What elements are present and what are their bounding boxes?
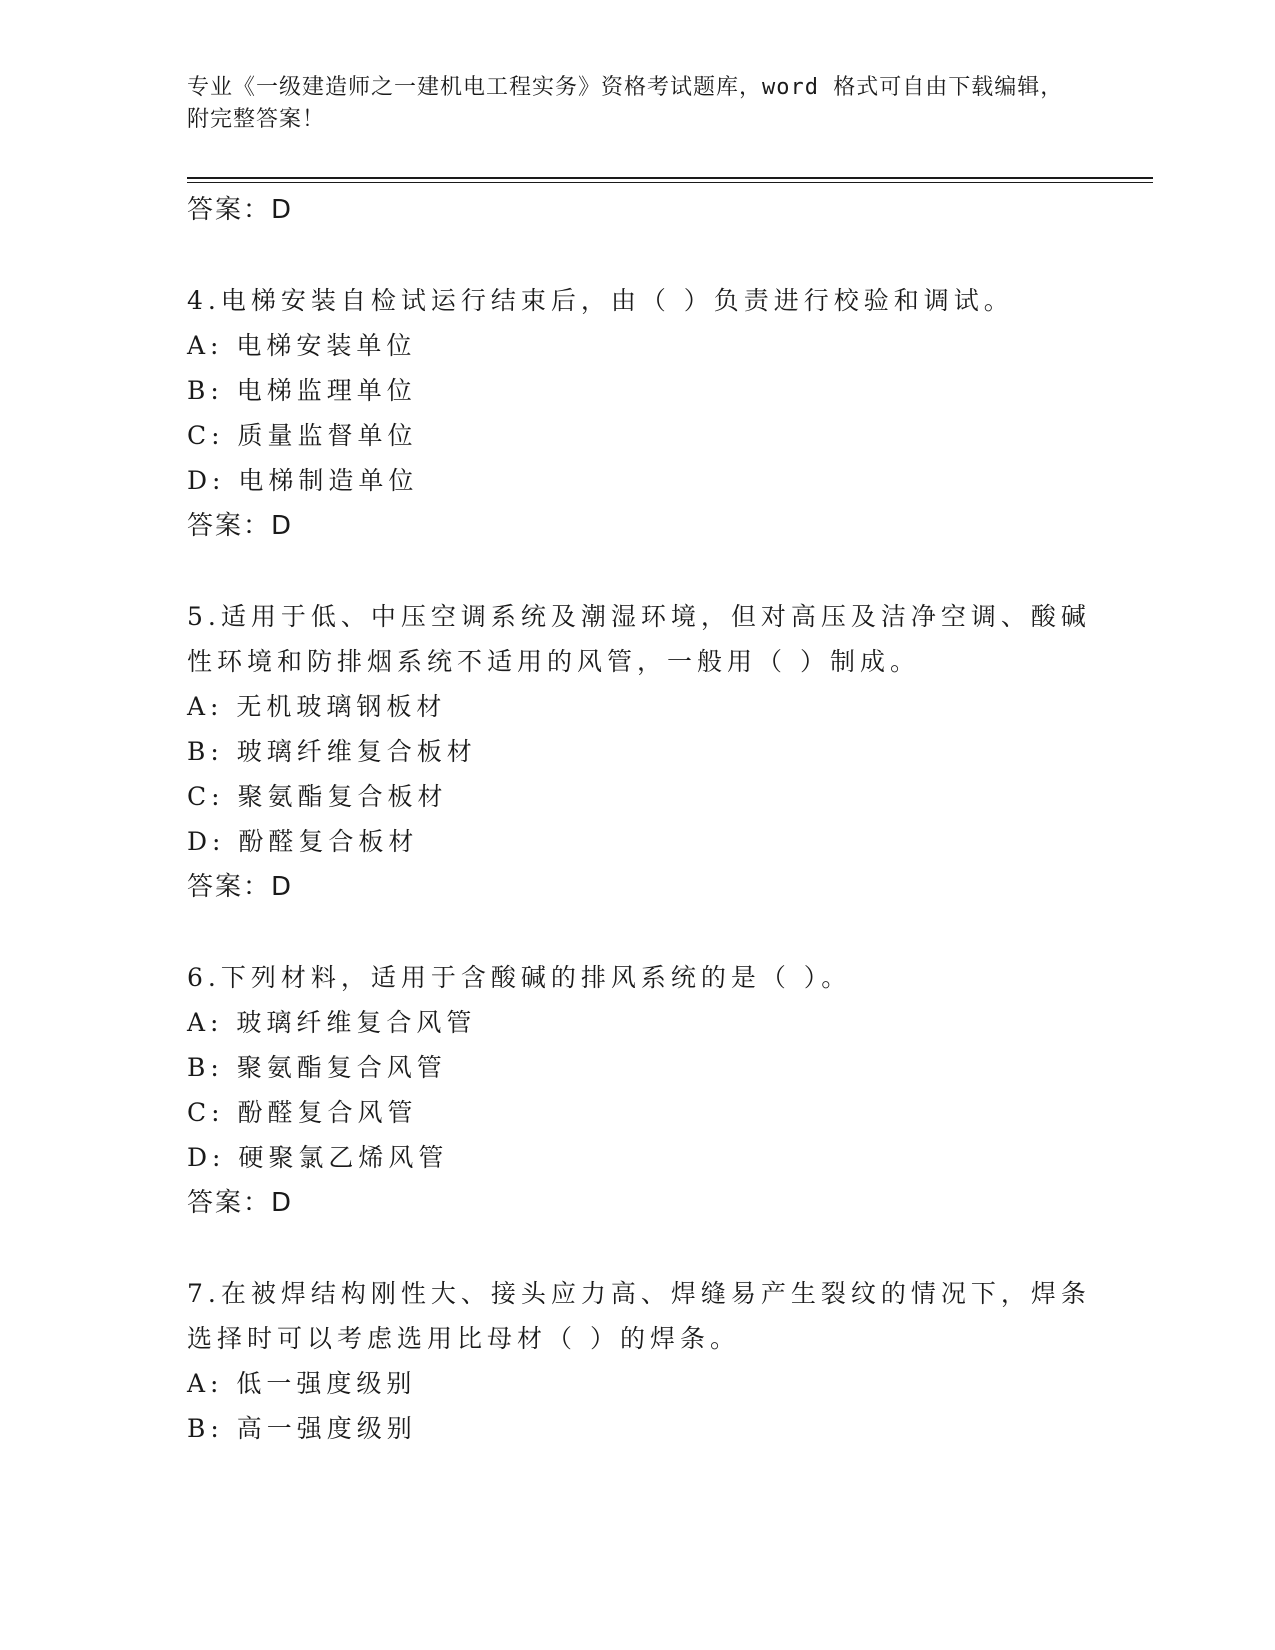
option-b: B: 聚氨酯复合风管 [187,1053,447,1082]
question-block [187,955,1087,1227]
question-block [187,1271,1091,1451]
option-a: A: 无机玻璃钢板材 [187,692,447,721]
question-content [187,187,1091,1451]
question-stem-continued: 选择时可以考虑选用比母材（ ）的焊条。 [187,1324,740,1353]
question-stem: 7.在被焊结构刚性大、接头应力高、焊缝易产生裂纹的情况下，焊条 [187,1279,1091,1308]
option-b: B: 电梯监理单位 [187,376,417,405]
document-header: 专业《一级建造师之一建机电工程实务》资格考试题库，word 格式可自由下载编辑，附完整答案！ [187,75,1064,132]
answer-line: 答案：D [187,872,294,902]
header-rule-thick [187,177,1153,179]
option-d: D: 硬聚氯乙烯风管 [187,1143,449,1172]
question-stem-continued: 性环境和防排烟系统不适用的风管，一般用（ ）制成。 [187,647,920,676]
question-block [187,278,1087,550]
option-d: D: 电梯制造单位 [187,466,419,495]
option-a: A: 电梯安装单位 [187,331,417,360]
question-stem: 6.下列材料，适用于含酸碱的排风系统的是（ ）。 [187,963,852,992]
header-rule-thin [187,182,1153,183]
question-stem: 5.适用于低、中压空调系统及潮湿环境，但对高压及洁净空调、酸碱 [187,602,1091,631]
answer-line: 答案：D [187,511,294,541]
option-b: B: 玻璃纤维复合板材 [187,737,477,766]
option-c: C: 酚醛复合风管 [187,1098,418,1127]
question-stem: 4.电梯安装自检试运行结束后，由（ ）负责进行校验和调试。 [187,286,1014,315]
option-a: A: 玻璃纤维复合风管 [187,1008,477,1037]
option-a: A: 低一强度级别 [187,1369,417,1398]
option-b: B: 高一强度级别 [187,1414,417,1443]
answer-line: 答案：D [187,1188,294,1218]
option-d: D: 酚醛复合板材 [187,827,419,856]
option-c: C: 聚氨酯复合板材 [187,782,448,811]
option-c: C: 质量监督单位 [187,421,418,450]
answer-line: 答案：D [187,195,294,225]
question-block [187,594,1091,911]
